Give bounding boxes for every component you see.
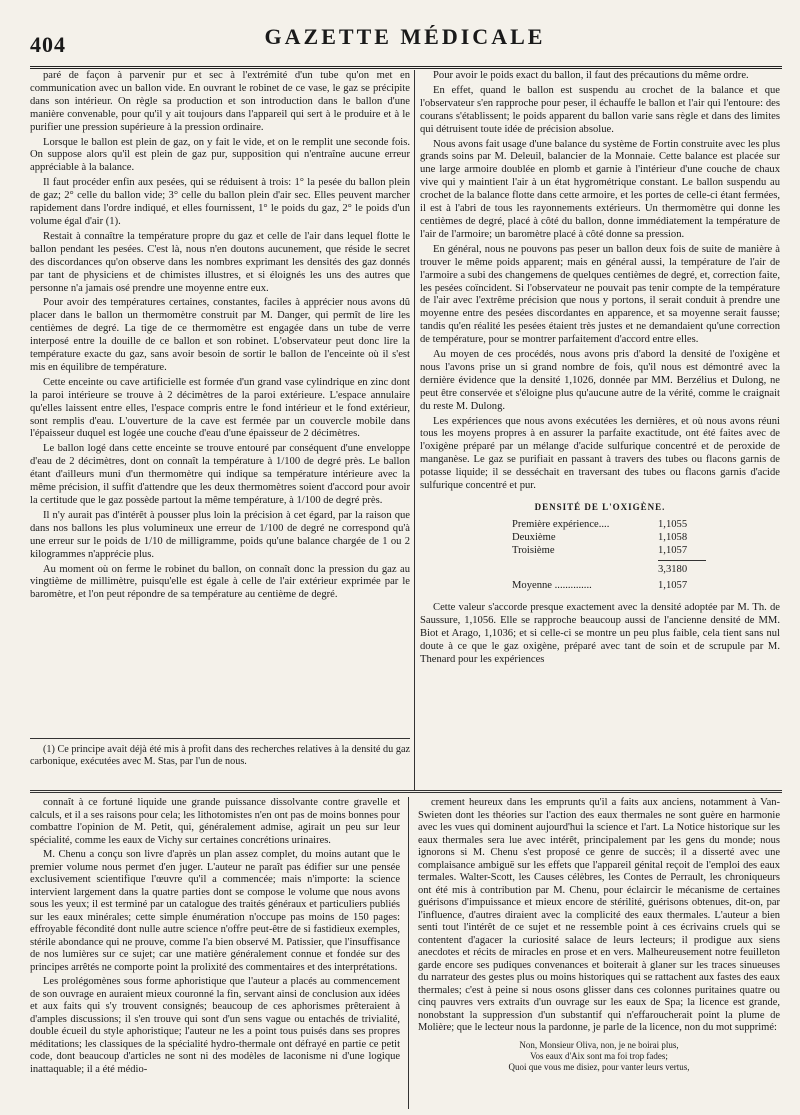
section-separator <box>30 790 782 793</box>
journal-title: GAZETTE MÉDICALE <box>264 24 546 49</box>
column-divider <box>414 70 415 790</box>
paragraph: Il n'y aurait pas d'intérêt à pousser plus loin la précision à cet égard, par la raison que dans nos ballons les plus volumineux une erreur de 1/100 de degré ne correspond qu'à une erreur sur le poids de 1/10 de milligramme, poids qu'une balance chargée de 1 ou 2 kilogrammes n'apprécie plus. <box>30 509 410 560</box>
paragraph: Au moyen de ces procédés, nous avons pris d'abord la densité de l'oxigène et nous l'avons prise un si grand nombre de fois, qu'il nous est démontré avec la dernière évidence que la densité 1,1026, donnée par MM. Berzélius et Dulong, ne peut être conservée et s'éloigne plus qu'aucune autre de la vérité, comme le craignait du reste M. Dulong. <box>420 349 780 412</box>
paragraph: Le ballon logé dans cette enceinte se trouve entouré par conséquent d'une enveloppe d'eau de 2 décimètres, dont on connaît la température à 1/100 de degré près. Le ballon étant d'ailleurs muni d'un thermomètre qui indique sa température intérieure avec la même précision, il suffit d'attendre que les deux thermomètres soient d'accord pour avoir la certitude que le gaz possède partout la même température, à 1/100 de degré près. <box>30 443 410 506</box>
density-value: 1,1058 <box>658 531 688 543</box>
verse-line: Quoi que vous me disiez, pour vanter leurs vertus, <box>508 1061 690 1072</box>
paragraph: Au moment où on ferme le robinet du ballon, on connaît donc la pression du gaz au vingtième de millimètre, puisqu'elle est égale à celle de l'air extérieur exprimée par le baromètre, et l'on peut répondre de sa température au centième de degré. <box>30 563 410 601</box>
paragraph: Il faut procéder enfin aux pesées, qui se réduisent à trois: 1° la pesée du ballon plein de gaz; 2° celle du ballon vide; 3° celle du ballon plein d'air sec. Elles peuvent marcher rapidement dans l'ordre indiqué, et elles fournissent, 1° le poids du gaz, 2° le poids d'un volume égal d'air (1). <box>30 177 410 227</box>
paragraph: Lorsque le ballon est plein de gaz, on y fait le vide, et on le remplit une seconde fois. On suppose alors qu'il est plein de gaz pur, supposition qui n'entraîne aucune erreur appréciable à la balance. <box>30 136 410 174</box>
footnote <box>30 744 410 769</box>
footnote-rule <box>30 738 410 739</box>
density-average-value: 1,1057 <box>658 579 688 591</box>
paragraph: Les prolégomènes sous forme aphoristique que l'auteur a placés au commencement de son ouvrage en auraient mieux couronné la fin, servant ainsi de conclusion aux idées et aux faits qui s'y trouvent consignés; beaucoup de ces aphorismes prêteraient à d'amples discussions; il s'en trouve qui sont d'un sens vague ou entachés de trivialité, double écueil du style aphoristique; l'auteur ne les a point tous puisés dans ses propres méditations; les classiques de la spécialité hydro-thermale ont défrayé en partie ce petit code, dont beaucoup d'articles ne sont ni des modèles de laconisme ni d'une logique inattaquable; il a été médio- <box>30 976 400 1075</box>
paragraph: En effet, quand le ballon est suspendu au crochet de la balance et que l'observateur s'en rapproche pour peser, il échauffe le ballon et l'air qui l'entoure: des courans s'établissent; le poids apparent du ballon varie sans règle et dans des limites qui détruisent toute idée de précision absolue. <box>420 84 780 135</box>
paragraph: Restait à connaître la température propre du gaz et celle de l'air dans lequel flotte le ballon pendant les pesées. C'est là, nous n'en doutons aucunement, que réside le secret des discordances qu'on observe dans les nombres exprimant les densités des gaz donnés par tant de physiciens et de chimistes illustres, et si éloignés les uns des autres que personne n'a jamais osé prendre une moyenne entre eux. <box>30 230 410 294</box>
density-average-label: Moyenne .............. <box>512 579 592 591</box>
paragraph: Cette enceinte ou cave artificielle est formée d'un grand vase cylindrique en zinc dont la paroi intérieure se trouve à 2 décimètres de la paroi extérieure. L'espace annulaire qu'elles laissent entre elles, l'espace compris entre le fond intérieur et le fond extérieur, sont remplis d'eau. L'ouverture de la cave est fermée par un couvercle mobile dans l'épaisseur duquel est logée une couche d'eau d'une épaisseur de 2 décimètres. <box>30 376 410 440</box>
density-label: Deuxième <box>512 531 556 543</box>
paragraph: paré de façon à parvenir pur et sec à l'extrémité d'un tube qu'on met en communication avec un ballon vide. En ouvrant le robinet de ce vase, le gaz se précipite dans son intérieur. On règle sa production et son introduction dans le ballon d'une manière convenable, pour qu'il y ait toujours dans l'appareil qui sert à le produire et à le purifier une pression supérieure à la pression ordinaire. <box>30 70 410 133</box>
paragraph: En général, nous ne pouvons pas peser un ballon deux fois de suite de manière à trouver le même poids apparent; mais en général aussi, la température de l'air de l'armoire a subi des changemens de quelques centièmes de degré, et, correction faite, les pesées coïncident. Si l'observateur ne pouvait pas tenir compte de la température de l'air avec l'extrême précision que nous y portons, il serait conduit à prendre une moyenne entre des pesées discordantes en apparence, et sa moyenne serait fausse; tandis qu'en réalité les pesées étaient très justes et ne demandaient qu'une correction de température, pour se montrer parfaitement d'accord entre elles. <box>420 243 780 346</box>
page-number: 404 <box>30 32 66 57</box>
paragraph: Nous avons fait usage d'une balance du système de Fortin construite avec les plus grands soins par M. Deleuil, balancier de la Monnaie. Cette balance est placée sur une large armoire doublée en plomb et garnie à l'intérieur d'une couche de chaux vive qui y maintient l'air à un état hygrométrique constant. Le ballon suspendu au crochet de la balance flotte dans cette armoire, et les portes de celle-ci étant fermées, il est à l'abri de tous les rayonnements extérieurs. Un thermomètre qui donne les centièmes de degré, placé à côté du ballon, donne immédiatement la température de l'air de l'armoire; un baromètre placé à côté donne sa pression. <box>420 138 780 240</box>
density-total: 3,3180 <box>658 563 688 575</box>
verse-line: Vos eaux d'Aix sont ma foi trop fades; <box>530 1050 668 1061</box>
verse-quote <box>418 1040 780 1073</box>
density-row <box>512 518 706 531</box>
paragraph: Pour avoir des températures certaines, constantes, faciles à apprécier nous avons dû placer dans le ballon un thermomètre construit par M. Danger, qui permît de lire les centièmes de degré. La tige de ce thermomètre est engagée dans un tube de verre interposé entre la douille de ce ballon et son robinet. L'observateur peut donc lire la température exacte du gaz, sans avoir besoin de sortir le ballon de l'enceinte où il s'est mis en équilibre de température. <box>30 297 410 373</box>
density-average-row <box>512 579 706 592</box>
paragraph: crement heureux dans les emprunts qu'il a faits aux anciens, notamment à Van-Swieten dont les théories sur l'action des eaux thermales ne sont guère en harmonie avec les vues qui dominent aujourd'hui la science et l'art. La Notice historique sur les eaux thermales sera lue avec intérêt, principalement par les gens du monde; nous ignorons si M. Chenu s'est proposé ce genre de succès; il a disserté avec une complaisance ambiguë sur les effets que l'appareil génital reçoit de l'emploi des eaux termales. Walter-Scott, les Causes célèbres, les Contes de Perrault, les chroniqueurs ont été mis à contribution par M. Chenu, pour éclaircir le mécanisme de certaines guérisons d'impuissance et mieux encore de stérilité, guérisons obtenues, dit-on, par l'influence, d'autres diraient avec la complicité des eaux thermales. L'auteur a bien senti tout l'intérêt de ce sujet et ne ressemble point à ces écrivains cruels qui se contentent d'agacer la curiosité salace de leurs lecteurs; il prodigue aux siens anecdotes et récits de miracles en prose et en vers. Malheureusement notre feuilleton garde encore ses pudiques convenances et boiterait à glaner sur les traces sinueuses du narrateur des gestes plus ou moins historiques qui se rattachent aux fastes des eaux thermales; c'est à peine si nous osons glisser dans ces colonnes puritaines quatre ou cinq pauvres vers extraits d'un ouvrage sur les eaux de Spa; la licence est grande, nonobstant la suppression d'un substantif qui n'effaroucherait point la plume de Molière; que le lecteur nous la pardonne, je parle de la licence, non du mot supprimé: <box>418 797 780 1033</box>
density-value: 1,1057 <box>658 544 688 556</box>
column-divider <box>408 797 409 1109</box>
paragraph: M. Chenu a conçu son livre d'après un plan assez complet, du moins autant que le premier volume nous permet d'en juger. L'auteur ne paraît pas édifier sur une pensée exclusivement scientifique l'œuvre qu'il a commencée; mais n'importe: la science intervient largement dans la quatre parties dont se compose le volume que nous avons sous les yeux; il est terminé par un catalogue des traités généraux et particuliers publiés sur les eaux minérales; cette simple énumération n'occupe pas moins de 150 pages: effroyable fécondité dont nulle autre science n'offre peut-être de si fastidieux exemples, stérile abondance qui ne prouve, comme l'a bien observé M. Patissier, que l'insuffisance de nos lumières sur ce sujet; car une matière généralement connue et fondée sur des principes arrêtés ne comporte point la prolixité des commentaires et des interprétations. <box>30 849 400 973</box>
density-table <box>420 501 780 592</box>
density-row <box>512 531 706 544</box>
paragraph: Cette valeur s'accorde presque exactement avec la densité adoptée par M. Th. de Saussure, 1,1056. Elle se rapproche beaucoup aussi de l'ancienne densité de MM. Biot et Arago, 1,1036; et si celle-ci se montre un peu plus faible, cela tient sans nul doute à ce que le gaz oxigène, préparé avec tant de soin et de scrupule par M. Thenard pour les expériences <box>420 601 780 665</box>
density-total-row <box>512 563 706 576</box>
footnote-text: (1) Ce principe avait déjà été mis à profit dans des recherches relatives à la densité du gaz carbonique, exécutées avec M. Stas, par l'un de nous. <box>30 744 410 768</box>
density-label: Première expérience.... <box>512 518 610 530</box>
density-row <box>512 544 706 557</box>
feuilleton-right-column <box>418 797 780 1109</box>
density-value: 1,1055 <box>658 518 688 530</box>
verse-line: Non, Monsieur Oliva, non, je ne boirai plus, <box>519 1039 679 1050</box>
density-sum-rule <box>658 560 706 561</box>
feuilleton-left-column <box>30 797 400 1109</box>
page-header <box>30 20 780 66</box>
paragraph: Pour avoir le poids exact du ballon, il faut des précautions du même ordre. <box>433 70 749 81</box>
left-column <box>30 70 410 732</box>
density-table-title: DENSITÉ DE L'OXIGÈNE. <box>534 502 666 512</box>
paragraph: Les expériences que nous avons exécutées les dernières, et où nous avons réuni tous les moyens propres à en assurer la parfaite exactitude, ont été faites avec de l'oxigène préparé par un mélange d'acide sulfurique concentré et de peroxide de manganèse. Le gaz se purifiait en passant à travers des tubes ou flacons garnis de potasse liquide; il se desséchait en traversant des tubes ou flacons garnis d'acide sulfurique concentré et pur. <box>420 415 780 492</box>
header-rule <box>30 66 782 69</box>
right-column <box>420 70 780 790</box>
density-label: Troisième <box>512 544 555 556</box>
paragraph: connaît à ce fortuné liquide une grande puissance dissolvante contre gravelle et calculs, et il a ses raisons pour cela; les lithotomistes n'en ont pas de moins bonnes pour combattre l'opinion de M. Petit, qui, généralement admise, agirait un peu sur leur spécialité, comme les eaux de Vichy sur certaines concrétions urinaires. <box>30 797 400 846</box>
